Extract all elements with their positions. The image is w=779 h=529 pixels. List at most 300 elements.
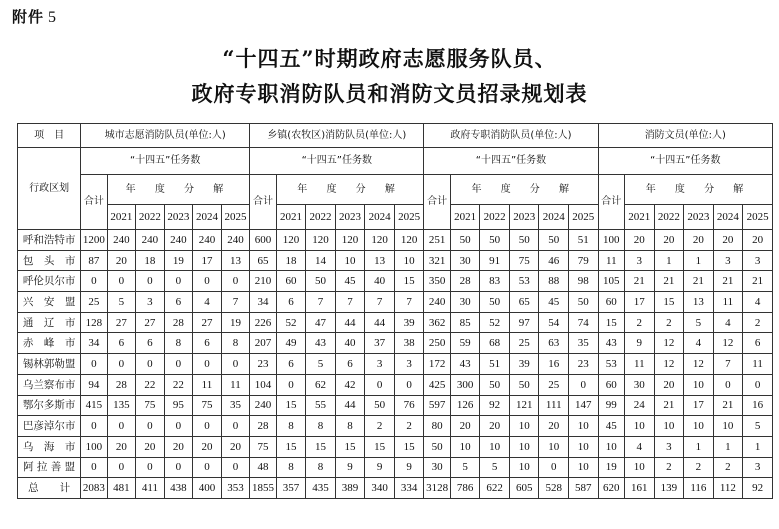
value-cell: 40 — [335, 333, 365, 354]
value-cell: 13 — [221, 250, 250, 271]
value-cell: 3 — [743, 457, 773, 478]
year-header: 2025 — [743, 205, 773, 230]
value-cell: 60 — [598, 374, 624, 395]
value-cell: 75 — [509, 250, 539, 271]
value-cell: 116 — [684, 478, 714, 499]
value-cell: 15 — [394, 271, 424, 292]
group-header-fulltime: 政府专职消防队员(单位:人) — [424, 124, 598, 148]
table-row — [18, 271, 773, 292]
total-header-fulltime: 合计 — [424, 175, 450, 230]
value-cell: 21 — [713, 395, 743, 416]
value-cell: 20 — [684, 230, 714, 251]
year-header: 2022 — [306, 205, 336, 230]
year-header: 2024 — [713, 205, 743, 230]
value-cell: 2 — [654, 312, 684, 333]
value-cell: 0 — [81, 416, 107, 437]
value-cell: 2 — [713, 457, 743, 478]
value-cell: 0 — [136, 271, 165, 292]
value-cell: 51 — [569, 230, 599, 251]
value-cell: 99 — [598, 395, 624, 416]
value-cell: 23 — [569, 354, 599, 375]
region-name: 兴 安 盟 — [18, 292, 81, 313]
annual-header-township: 年 度 分 解 — [276, 175, 424, 205]
year-header: 2024 — [539, 205, 569, 230]
value-cell: 0 — [221, 457, 250, 478]
value-cell: 15 — [335, 436, 365, 457]
value-cell: 250 — [424, 333, 450, 354]
value-cell: 3 — [654, 436, 684, 457]
value-cell: 91 — [480, 250, 510, 271]
value-cell: 0 — [743, 374, 773, 395]
value-cell: 240 — [250, 395, 276, 416]
value-cell: 415 — [81, 395, 107, 416]
value-cell: 240 — [136, 230, 165, 251]
value-cell: 8 — [276, 457, 306, 478]
table-row — [18, 457, 773, 478]
value-cell: 20 — [625, 230, 655, 251]
region-header: 行政区划 — [18, 148, 81, 230]
value-cell: 3128 — [424, 478, 450, 499]
value-cell: 0 — [107, 416, 136, 437]
value-cell: 0 — [193, 271, 222, 292]
value-cell: 35 — [569, 333, 599, 354]
value-cell: 1 — [654, 250, 684, 271]
value-cell: 2 — [654, 457, 684, 478]
value-cell: 438 — [164, 478, 193, 499]
value-cell: 11 — [598, 250, 624, 271]
value-cell: 76 — [394, 395, 424, 416]
value-cell: 8 — [335, 416, 365, 437]
region-name: 阿 拉 善 盟 — [18, 457, 81, 478]
value-cell: 10 — [539, 436, 569, 457]
value-cell: 5 — [107, 292, 136, 313]
value-cell: 94 — [81, 374, 107, 395]
value-cell: 20 — [164, 436, 193, 457]
value-cell: 27 — [136, 312, 165, 333]
value-cell: 20 — [654, 374, 684, 395]
value-cell: 20 — [713, 230, 743, 251]
value-cell: 20 — [654, 230, 684, 251]
value-cell: 60 — [598, 292, 624, 313]
value-cell: 95 — [164, 395, 193, 416]
value-cell: 20 — [743, 230, 773, 251]
value-cell: 9 — [394, 457, 424, 478]
value-cell: 34 — [250, 292, 276, 313]
value-cell: 15 — [654, 292, 684, 313]
value-cell: 350 — [424, 271, 450, 292]
value-cell: 605 — [509, 478, 539, 499]
value-cell: 92 — [743, 478, 773, 499]
value-cell: 600 — [250, 230, 276, 251]
value-cell: 50 — [424, 436, 450, 457]
value-cell: 400 — [193, 478, 222, 499]
total-header-township: 合计 — [250, 175, 276, 230]
annual-header-clerk: 年 度 分 解 — [625, 175, 773, 205]
task-header-clerk: “十四五”任务数 — [598, 148, 772, 175]
value-cell: 240 — [424, 292, 450, 313]
value-cell: 0 — [81, 271, 107, 292]
value-cell: 622 — [480, 478, 510, 499]
value-cell: 10 — [509, 457, 539, 478]
value-cell: 65 — [250, 250, 276, 271]
value-cell: 2083 — [81, 478, 107, 499]
value-cell: 20 — [193, 436, 222, 457]
year-header: 2021 — [276, 205, 306, 230]
recruitment-plan-table — [17, 123, 773, 499]
value-cell: 0 — [365, 374, 395, 395]
year-header: 2023 — [164, 205, 193, 230]
value-cell: 0 — [193, 416, 222, 437]
value-cell: 21 — [713, 271, 743, 292]
value-cell: 10 — [569, 416, 599, 437]
value-cell: 240 — [164, 230, 193, 251]
value-cell: 0 — [136, 354, 165, 375]
value-cell: 38 — [394, 333, 424, 354]
value-cell: 40 — [365, 271, 395, 292]
value-cell: 10 — [713, 416, 743, 437]
value-cell: 10 — [654, 416, 684, 437]
value-cell: 25 — [539, 374, 569, 395]
value-cell: 120 — [365, 230, 395, 251]
value-cell: 5 — [480, 457, 510, 478]
value-cell: 20 — [450, 416, 480, 437]
value-cell: 92 — [480, 395, 510, 416]
value-cell: 1 — [743, 436, 773, 457]
value-cell: 60 — [276, 271, 306, 292]
year-header: 2024 — [193, 205, 222, 230]
value-cell: 4 — [743, 292, 773, 313]
value-cell: 20 — [107, 250, 136, 271]
value-cell: 357 — [276, 478, 306, 499]
value-cell: 120 — [335, 230, 365, 251]
item-header: 项 目 — [18, 124, 81, 148]
value-cell: 28 — [107, 374, 136, 395]
value-cell: 12 — [654, 333, 684, 354]
value-cell: 6 — [276, 354, 306, 375]
value-cell: 45 — [335, 271, 365, 292]
table-row — [18, 416, 773, 437]
value-cell: 1855 — [250, 478, 276, 499]
value-cell: 6 — [164, 292, 193, 313]
value-cell: 11 — [713, 292, 743, 313]
value-cell: 411 — [136, 478, 165, 499]
value-cell: 25 — [81, 292, 107, 313]
value-cell: 0 — [193, 457, 222, 478]
table-row — [18, 292, 773, 313]
value-cell: 10 — [450, 436, 480, 457]
value-cell: 105 — [598, 271, 624, 292]
value-cell: 22 — [164, 374, 193, 395]
value-cell: 10 — [394, 250, 424, 271]
value-cell: 52 — [480, 312, 510, 333]
value-cell: 128 — [81, 312, 107, 333]
value-cell: 0 — [81, 457, 107, 478]
value-cell: 112 — [713, 478, 743, 499]
value-cell: 50 — [306, 271, 336, 292]
value-cell: 0 — [107, 271, 136, 292]
value-cell: 50 — [480, 292, 510, 313]
value-cell: 3 — [625, 250, 655, 271]
value-cell: 19 — [598, 457, 624, 478]
value-cell: 587 — [569, 478, 599, 499]
value-cell: 19 — [164, 250, 193, 271]
header-row-task — [18, 148, 773, 175]
value-cell: 1 — [684, 250, 714, 271]
header-row-groups — [18, 124, 773, 148]
value-cell: 20 — [136, 436, 165, 457]
value-cell: 240 — [107, 230, 136, 251]
value-cell: 2 — [743, 312, 773, 333]
value-cell: 0 — [394, 374, 424, 395]
value-cell: 597 — [424, 395, 450, 416]
value-cell: 0 — [276, 374, 306, 395]
value-cell: 481 — [107, 478, 136, 499]
value-cell: 300 — [450, 374, 480, 395]
value-cell: 0 — [569, 374, 599, 395]
table-row — [18, 374, 773, 395]
value-cell: 18 — [136, 250, 165, 271]
value-cell: 44 — [335, 395, 365, 416]
value-cell: 43 — [598, 333, 624, 354]
table-row — [18, 436, 773, 457]
value-cell: 14 — [306, 250, 336, 271]
value-cell: 80 — [424, 416, 450, 437]
value-cell: 55 — [306, 395, 336, 416]
value-cell: 6 — [335, 354, 365, 375]
value-cell: 120 — [306, 230, 336, 251]
value-cell: 0 — [221, 271, 250, 292]
value-cell: 2 — [365, 416, 395, 437]
table-row — [18, 478, 773, 499]
value-cell: 37 — [365, 333, 395, 354]
value-cell: 10 — [684, 374, 714, 395]
value-cell: 43 — [306, 333, 336, 354]
year-header: 2024 — [365, 205, 395, 230]
value-cell: 44 — [335, 312, 365, 333]
value-cell: 0 — [164, 354, 193, 375]
total-header-clerk: 合计 — [598, 175, 624, 230]
value-cell: 28 — [250, 416, 276, 437]
value-cell: 68 — [480, 333, 510, 354]
value-cell: 45 — [598, 416, 624, 437]
value-cell: 75 — [136, 395, 165, 416]
year-header: 2025 — [394, 205, 424, 230]
value-cell: 10 — [625, 457, 655, 478]
value-cell: 0 — [107, 354, 136, 375]
value-cell: 83 — [480, 271, 510, 292]
value-cell: 75 — [250, 436, 276, 457]
region-name: 通 辽 市 — [18, 312, 81, 333]
value-cell: 20 — [539, 416, 569, 437]
value-cell: 24 — [625, 395, 655, 416]
value-cell: 28 — [450, 271, 480, 292]
table-row — [18, 395, 773, 416]
value-cell: 27 — [193, 312, 222, 333]
value-cell: 4 — [713, 312, 743, 333]
value-cell: 340 — [365, 478, 395, 499]
value-cell: 251 — [424, 230, 450, 251]
value-cell: 0 — [164, 271, 193, 292]
value-cell: 6 — [193, 333, 222, 354]
value-cell: 52 — [276, 312, 306, 333]
region-name: 乌兰察布市 — [18, 374, 81, 395]
value-cell: 435 — [306, 478, 336, 499]
value-cell: 226 — [250, 312, 276, 333]
value-cell: 0 — [221, 354, 250, 375]
value-cell: 17 — [625, 292, 655, 313]
value-cell: 0 — [193, 354, 222, 375]
value-cell: 12 — [684, 354, 714, 375]
value-cell: 321 — [424, 250, 450, 271]
value-cell: 104 — [250, 374, 276, 395]
value-cell: 0 — [136, 416, 165, 437]
value-cell: 0 — [136, 457, 165, 478]
attachment-word: 附件 — [12, 8, 45, 26]
value-cell: 3 — [365, 354, 395, 375]
value-cell: 54 — [539, 312, 569, 333]
value-cell: 30 — [450, 292, 480, 313]
value-cell: 8 — [306, 416, 336, 437]
value-cell: 17 — [193, 250, 222, 271]
value-cell: 62 — [306, 374, 336, 395]
value-cell: 21 — [654, 271, 684, 292]
value-cell: 28 — [164, 312, 193, 333]
header-row-annual — [18, 175, 773, 205]
value-cell: 334 — [394, 478, 424, 499]
value-cell: 10 — [509, 436, 539, 457]
value-cell: 79 — [569, 250, 599, 271]
value-cell: 74 — [569, 312, 599, 333]
value-cell: 15 — [394, 436, 424, 457]
value-cell: 35 — [221, 395, 250, 416]
value-cell: 5 — [743, 416, 773, 437]
value-cell: 87 — [81, 250, 107, 271]
value-cell: 5 — [684, 312, 714, 333]
table-row — [18, 354, 773, 375]
region-name: 包 头 市 — [18, 250, 81, 271]
value-cell: 39 — [509, 354, 539, 375]
value-cell: 10 — [684, 416, 714, 437]
year-header: 2021 — [450, 205, 480, 230]
task-header-township: “十四五”任务数 — [250, 148, 424, 175]
year-header: 2023 — [335, 205, 365, 230]
value-cell: 46 — [539, 250, 569, 271]
year-header: 2021 — [107, 205, 136, 230]
value-cell: 30 — [625, 374, 655, 395]
value-cell: 12 — [713, 333, 743, 354]
value-cell: 6 — [276, 292, 306, 313]
value-cell: 120 — [276, 230, 306, 251]
value-cell: 23 — [250, 354, 276, 375]
value-cell: 85 — [450, 312, 480, 333]
value-cell: 13 — [684, 292, 714, 313]
value-cell: 50 — [509, 230, 539, 251]
value-cell: 0 — [164, 416, 193, 437]
value-cell: 15 — [306, 436, 336, 457]
annual-header-city: 年 度 分 解 — [107, 175, 250, 205]
value-cell: 425 — [424, 374, 450, 395]
value-cell: 362 — [424, 312, 450, 333]
value-cell: 111 — [539, 395, 569, 416]
value-cell: 0 — [539, 457, 569, 478]
value-cell: 161 — [625, 478, 655, 499]
value-cell: 39 — [394, 312, 424, 333]
value-cell: 126 — [450, 395, 480, 416]
value-cell: 97 — [509, 312, 539, 333]
value-cell: 135 — [107, 395, 136, 416]
value-cell: 25 — [509, 333, 539, 354]
value-cell: 7 — [221, 292, 250, 313]
value-cell: 7 — [306, 292, 336, 313]
value-cell: 1 — [713, 436, 743, 457]
year-header: 2022 — [480, 205, 510, 230]
value-cell: 7 — [365, 292, 395, 313]
value-cell: 11 — [221, 374, 250, 395]
table-row — [18, 230, 773, 251]
value-cell: 17 — [684, 395, 714, 416]
value-cell: 47 — [306, 312, 336, 333]
value-cell: 0 — [107, 457, 136, 478]
value-cell: 7 — [713, 354, 743, 375]
page-title-line2: 政府专职消防队员和消防文员招录规划表 — [191, 81, 588, 106]
value-cell: 6 — [136, 333, 165, 354]
value-cell: 3 — [394, 354, 424, 375]
year-header: 2025 — [221, 205, 250, 230]
value-cell: 50 — [450, 230, 480, 251]
value-cell: 2 — [394, 416, 424, 437]
value-cell: 15 — [276, 436, 306, 457]
value-cell: 98 — [569, 271, 599, 292]
group-header-clerk: 消防文员(单位:人) — [598, 124, 772, 148]
value-cell: 786 — [450, 478, 480, 499]
value-cell: 19 — [221, 312, 250, 333]
group-header-township: 乡镇(农牧区)消防队员(单位:人) — [250, 124, 424, 148]
year-header: 2023 — [684, 205, 714, 230]
value-cell: 10 — [480, 436, 510, 457]
value-cell: 2 — [625, 312, 655, 333]
value-cell: 15 — [365, 436, 395, 457]
value-cell: 0 — [221, 416, 250, 437]
value-cell: 172 — [424, 354, 450, 375]
value-cell: 10 — [625, 416, 655, 437]
region-name: 巴彦淖尔市 — [18, 416, 81, 437]
value-cell: 8 — [276, 416, 306, 437]
value-cell: 27 — [107, 312, 136, 333]
value-cell: 50 — [509, 374, 539, 395]
value-cell: 240 — [221, 230, 250, 251]
value-cell: 16 — [743, 395, 773, 416]
value-cell: 3 — [136, 292, 165, 313]
value-cell: 8 — [221, 333, 250, 354]
value-cell: 44 — [365, 312, 395, 333]
value-cell: 49 — [276, 333, 306, 354]
value-cell: 10 — [598, 436, 624, 457]
value-cell: 528 — [539, 478, 569, 499]
value-cell: 63 — [539, 333, 569, 354]
value-cell: 620 — [598, 478, 624, 499]
value-cell: 15 — [276, 395, 306, 416]
region-name: 呼伦贝尔市 — [18, 271, 81, 292]
region-name: 赤 峰 市 — [18, 333, 81, 354]
value-cell: 53 — [509, 271, 539, 292]
value-cell: 6 — [743, 333, 773, 354]
annual-header-fulltime: 年 度 分 解 — [450, 175, 598, 205]
value-cell: 0 — [713, 374, 743, 395]
value-cell: 30 — [450, 250, 480, 271]
year-header: 2022 — [654, 205, 684, 230]
value-cell: 147 — [569, 395, 599, 416]
value-cell: 8 — [164, 333, 193, 354]
